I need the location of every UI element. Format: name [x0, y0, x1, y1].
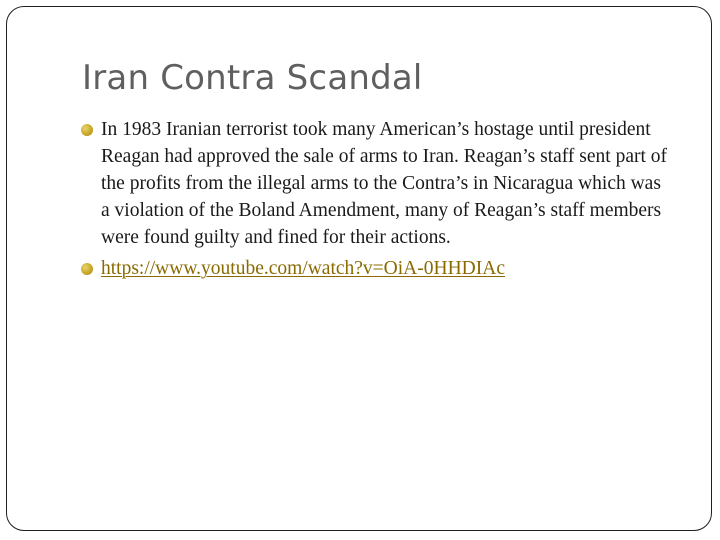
bullet-dot-icon — [81, 263, 93, 275]
slide-title: Iran Contra Scandal — [82, 58, 423, 98]
bullet-text: In 1983 Iranian terrorist took many American’s hostage until president Reagan had approved the sale of arms to Iran. Reagan’s staff sent part of the profits from the illegal arms to the Contra’s in Nicaragua which was a violation of the Boland Amendment, many of Reagan’s staff members were found guilty and fined for their actions. — [101, 119, 668, 248]
bullet-item-link — [80, 255, 670, 282]
youtube-link[interactable]: https://www.youtube.com/watch?v=OiA-0HHDIAc — [101, 258, 505, 279]
bullet-list — [80, 116, 670, 282]
bullet-dot-icon — [81, 124, 93, 136]
bullet-item-description — [80, 116, 670, 251]
